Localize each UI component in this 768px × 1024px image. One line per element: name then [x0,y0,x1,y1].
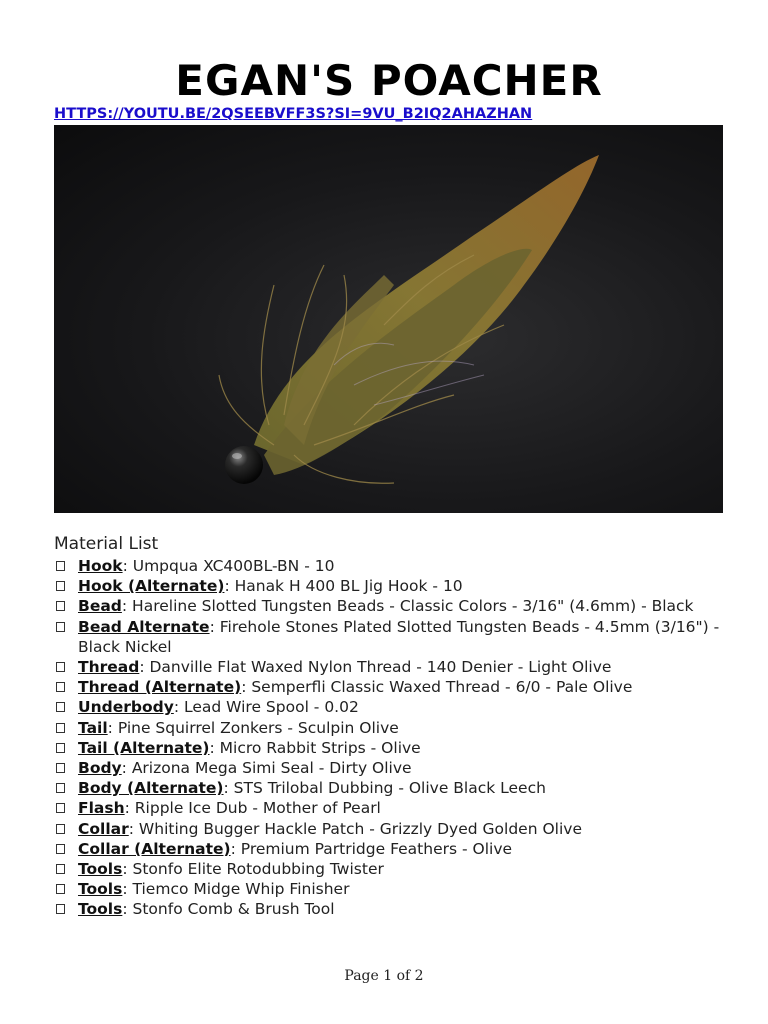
checkbox-icon [56,824,65,834]
material-label: Thread [78,658,140,677]
list-item [54,798,724,818]
checkbox-icon [56,723,65,733]
list-item [54,556,724,576]
list-item [54,677,724,697]
checkbox-icon [56,702,65,712]
material-label: Thread (Alternate) [78,678,242,697]
material-value: : Stonfo Elite Rotodubbing Twister [122,860,384,879]
material-label: Underbody [78,698,174,717]
material-label: Hook (Alternate) [78,577,225,596]
list-item [54,859,724,879]
material-value: : Stonfo Comb & Brush Tool [122,900,335,919]
bead-icon [225,446,263,484]
material-value: : Ripple Ice Dub - Mother of Pearl [124,799,381,818]
material-value: : Hanak H 400 BL Jig Hook - 10 [224,577,463,596]
checkbox-icon [56,864,65,874]
checkbox-icon [56,803,65,813]
material-label: Collar [78,819,129,838]
list-item [54,879,724,899]
list-item [54,839,724,859]
page-number: Page 1 of 2 [344,968,424,984]
material-value: : Pine Squirrel Zonkers - Sculpin Olive [107,718,399,737]
material-value: : Whiting Bugger Hackle Patch - Grizzly Dyed Golden Olive [128,819,582,838]
checkbox-icon [56,601,65,611]
material-value: : Arizona Mega Simi Seal - Dirty Olive [121,759,412,778]
material-label: Flash [78,799,125,818]
checkbox-icon [56,622,65,632]
list-item [54,778,724,798]
material-label: Bead [78,597,122,616]
youtube-link[interactable]: HTTPS://YOUTU.BE/2QSEEBVFF3S?SI=9VU_B2IQ2AHAZHAN [54,106,533,122]
material-value: : Semperfli Classic Waxed Thread - 6/0 - Pale Olive [241,678,633,697]
material-list-heading: Material List [54,534,159,554]
material-value: : Tiemco Midge Whip Finisher [122,880,350,899]
material-label: Body (Alternate) [78,779,224,798]
checkbox-icon [56,743,65,753]
checkbox-icon [56,904,65,914]
fly-illustration [54,125,723,513]
material-label: Tools [78,860,123,879]
material-label: Body [78,759,122,778]
material-label: Collar (Alternate) [78,839,231,858]
list-item [54,617,724,657]
material-value: : STS Trilobal Dubbing - Olive Black Leech [223,779,546,798]
list-item [54,576,724,596]
material-label: Tools [78,880,123,899]
list-item [54,819,724,839]
page-title: EGAN'S POACHER [175,56,603,105]
checkbox-icon [56,844,65,854]
material-value: : Umpqua XC400BL-BN - 10 [122,557,335,575]
checkbox-icon [56,884,65,894]
material-label: Bead Alternate [78,617,210,636]
list-item [54,697,724,717]
material-value: : Micro Rabbit Strips - Olive [209,738,421,757]
checkbox-icon [56,682,65,692]
material-label: Tools [78,900,123,919]
checkbox-icon [56,581,65,591]
material-label: Hook [78,557,123,575]
list-item [54,718,724,738]
checkbox-icon [56,763,65,773]
list-item [54,596,724,616]
fly-photo [54,125,723,513]
list-item [54,899,724,919]
checkbox-icon [56,662,65,672]
list-item [54,758,724,778]
checkbox-icon [56,561,65,571]
material-value: : Lead Wire Spool - 0.02 [173,698,359,717]
checkbox-icon [56,783,65,793]
list-item [54,657,724,677]
material-value: : Hareline Slotted Tungsten Beads - Classic Colors - 3/16" (4.6mm) - Black [121,597,694,616]
material-label: Tail [78,718,108,737]
material-list [54,556,724,920]
material-value: : Premium Partridge Feathers - Olive [230,839,513,858]
material-label: Tail (Alternate) [78,738,210,757]
list-item [54,738,724,758]
material-value: : Danville Flat Waxed Nylon Thread - 140 Denier - Light Olive [139,658,612,677]
material-value: : Firehole Stones Plated Slotted Tungsten Beads - 4.5mm (3/16") - Black Nickel [78,617,720,656]
